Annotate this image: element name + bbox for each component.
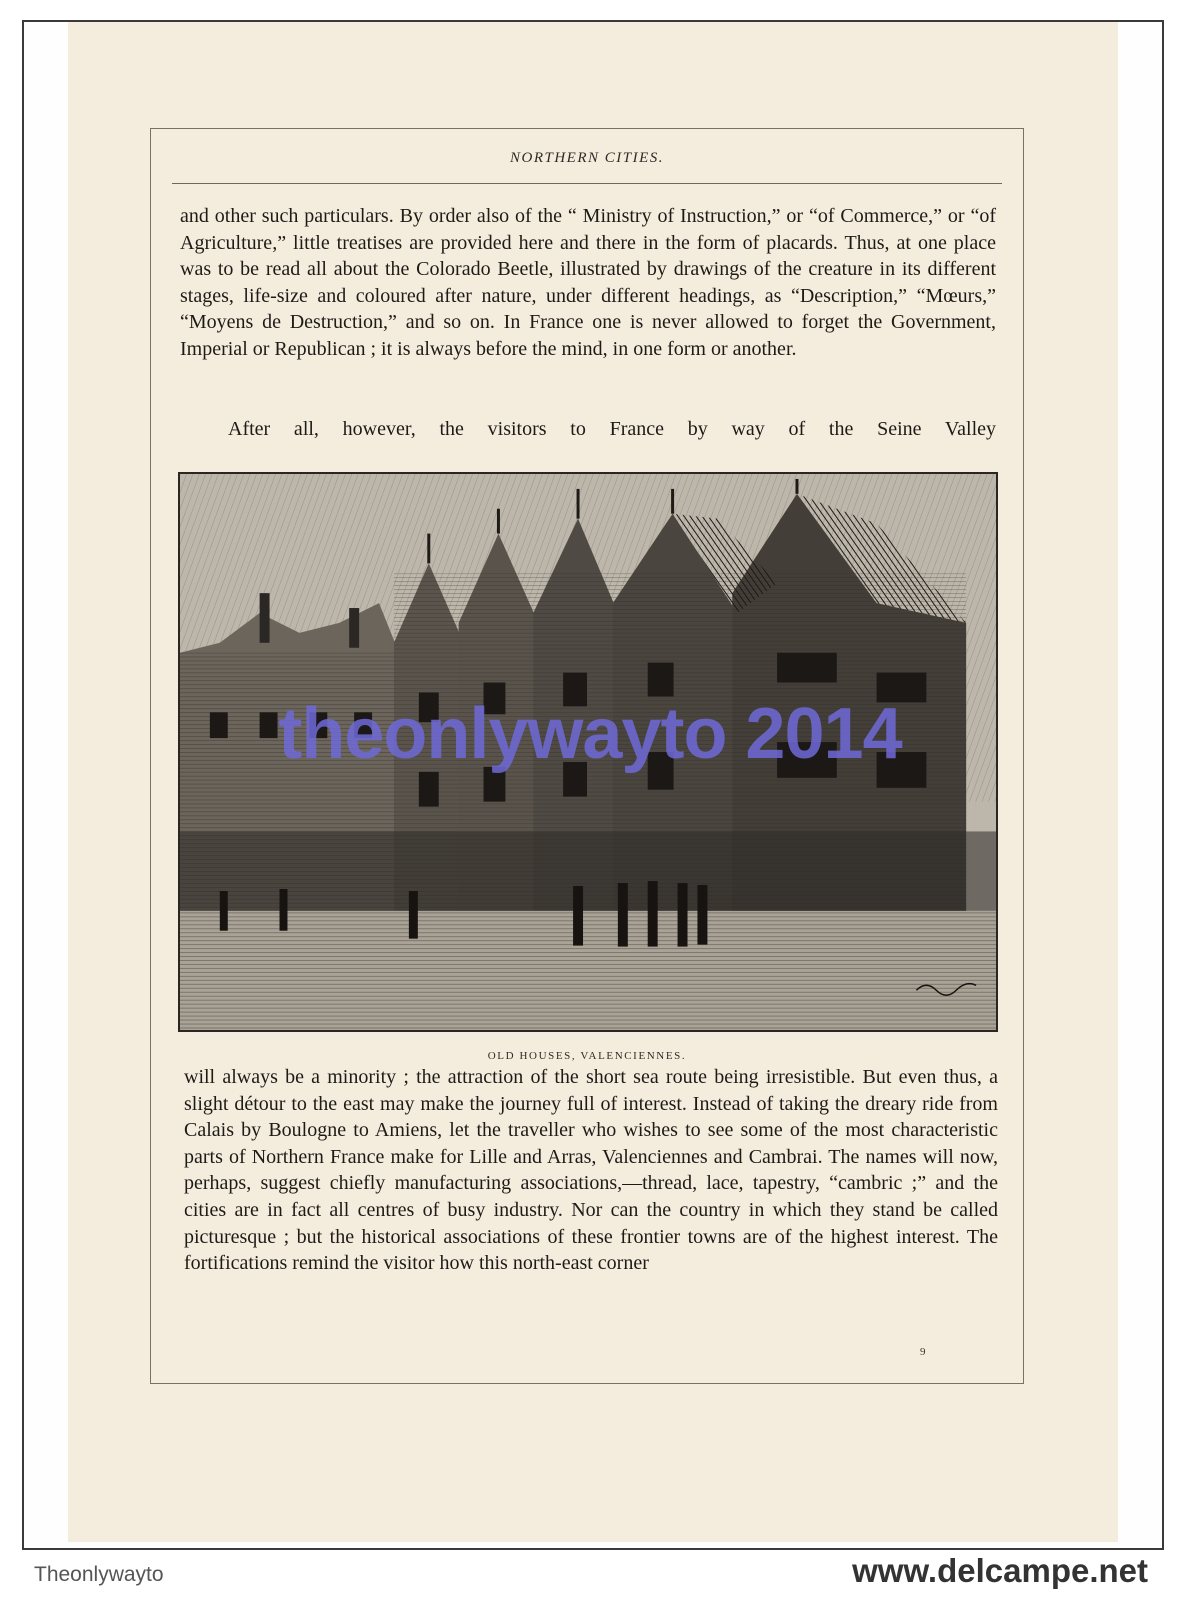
site-url[interactable]: www.delcampe.net: [852, 1552, 1148, 1589]
paragraph-2: After all, however, the visitors to France by way of the Seine Valley: [228, 418, 996, 440]
paragraph-1: and other such particulars. By order also of the “ Ministry of Instruction,” or “of Commerce,” or “of Agriculture,” little treatises are provided here and there in the form of placards. Thus, at one place was to be read all about the Colorado Beetle, illustrated by drawings of the creature in its different stages, life-size and coloured after nature, under different headings, as “Description,” “Mœurs,” “Moyens de Destruction,” and so on. In France one is never allowed to forget the Government, Imperial or Republican ; it is always before the mind, in one form or another.: [180, 205, 996, 360]
paragraph-3: will always be a minority ; the attraction of the short sea route being irresistible. But even thus, a slight détour to the east may make the journey full of interest. Instead of taking the dreary ride from Calais by Boulogne to Amiens, let the traveller who wishes to see some of the most characteristic parts of Northern France make for Lille and Arras, Valenciennes and Cambrai. The names will now, perhaps, suggest chiefly manufacturing associations,—thread, lace, tapestry, “cambric ;” and the cities are in fact all centres of busy industry. Nor can the country in which they stand be called picturesque ; but the historical associations of these frontier towns are of the highest interest. The fortifications remind the visitor how this north-east corner: [184, 1066, 998, 1275]
head-rule: [172, 183, 1002, 184]
page-number: 9: [920, 1346, 926, 1358]
running-head: NORTHERN CITIES.: [509, 150, 664, 166]
illustration-caption: OLD HOUSES, VALENCIENNES.: [487, 1050, 687, 1062]
watermark: theonlywayto 2014: [278, 694, 902, 774]
seller-name: Theonlywayto: [34, 1563, 164, 1586]
